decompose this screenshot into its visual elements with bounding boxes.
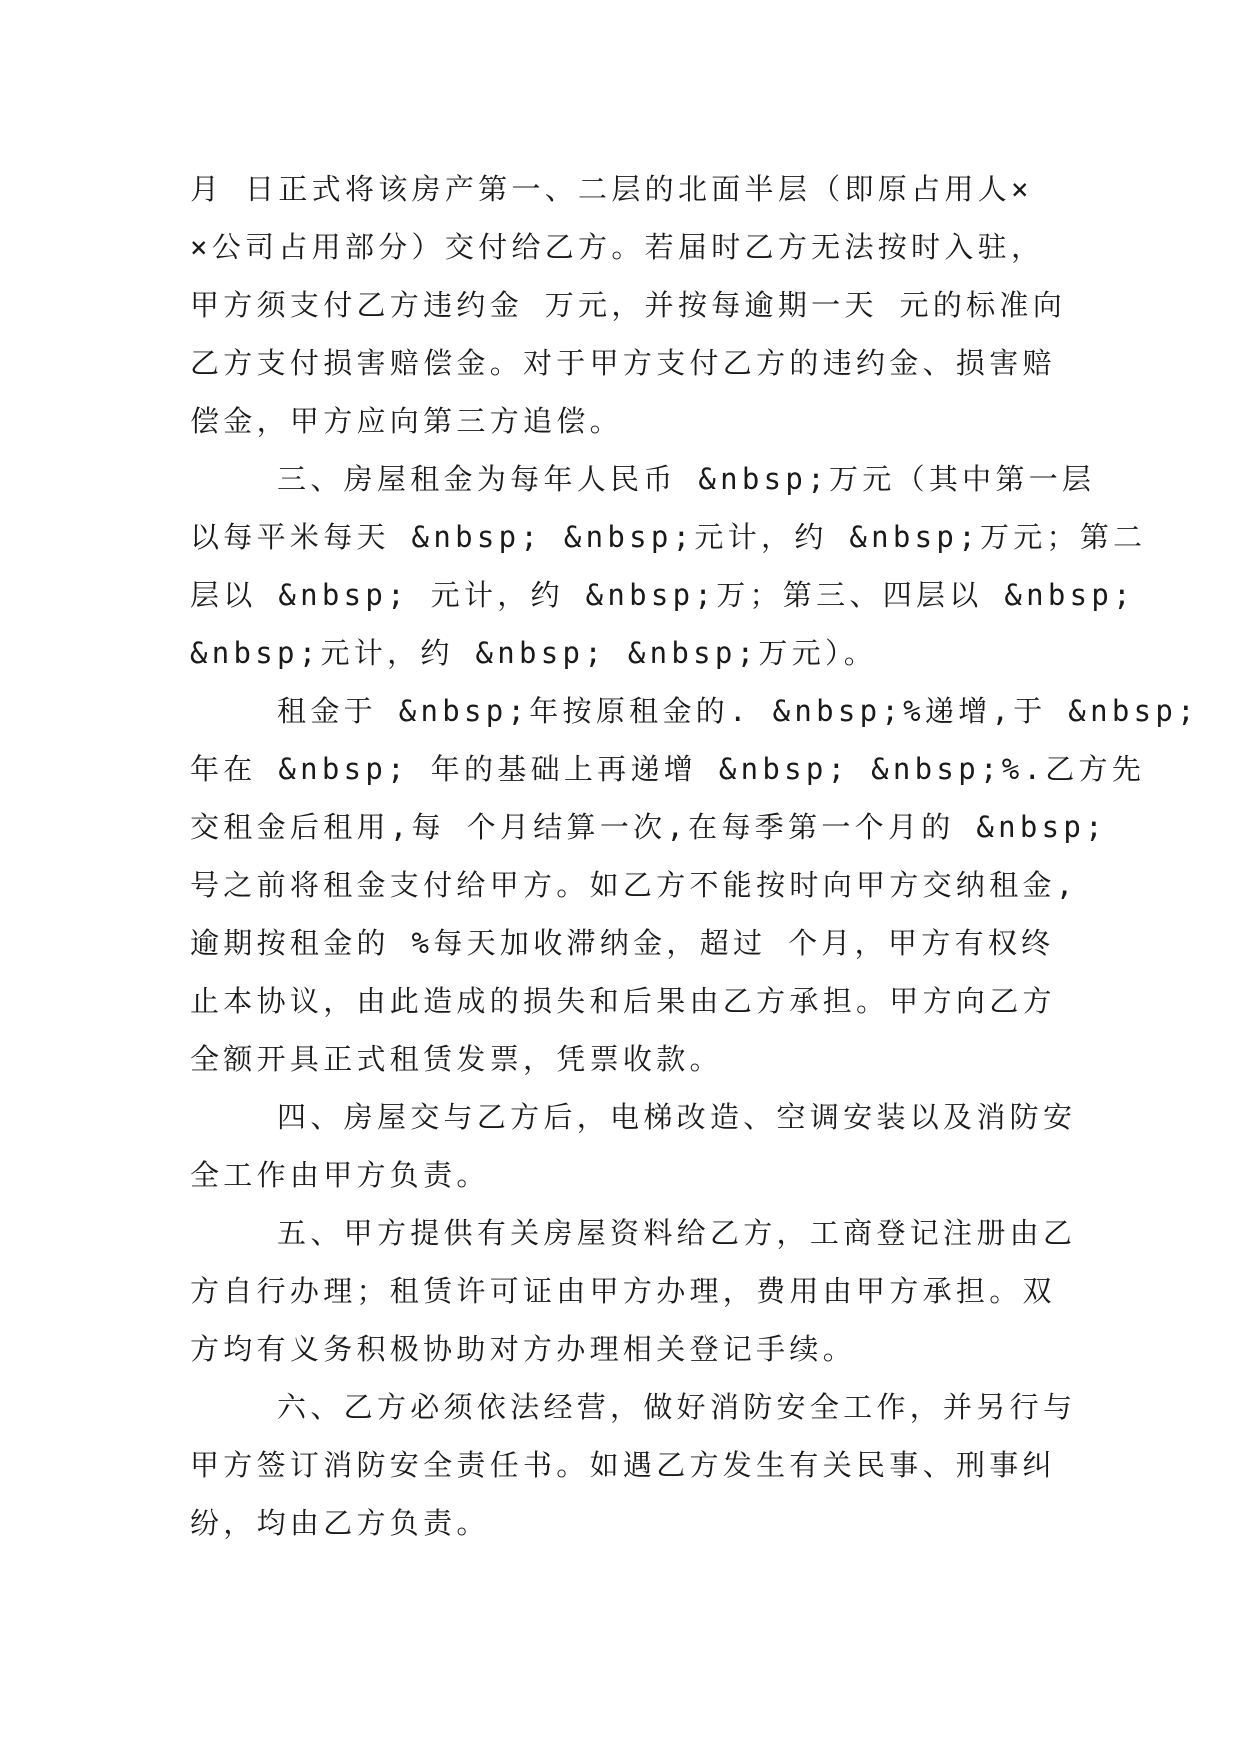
text-line: 偿金，甲方应向第三方追偿。 [190,404,623,438]
text-line: 层以 &nbsp; 元计，约 &nbsp;万；第三、四层以 &nbsp; [190,578,1135,612]
text-line: 全额开具正式租赁发票，凭票收款。 [190,1042,723,1076]
text-line: 三、房屋租金为每年人民币 &nbsp;万元（其中第一层 [190,462,1096,496]
text-line: 租金于 &nbsp;年按原租金的. &nbsp;%递增,于 &nbsp; [190,694,1199,728]
text-line: 月 日正式将该房产第一、二层的北面半层（即原占用人× [190,172,1033,206]
text-line: 交租金后租用,每 个月结算一次,在每季第一个月的 &nbsp; [190,810,1107,844]
text-line: 六、乙方必须依法经营，做好消防安全工作，并另行与 [190,1390,1077,1424]
text-line: 逾期按租金的 %每天加收滞纳金，超过 个月，甲方有权终 [190,926,1055,960]
text-line: 年在 &nbsp; 年的基础上再递增 &nbsp; &nbsp;%.乙方先 [190,752,1146,786]
text-line: 止本协议，由此造成的损失和后果由乙方承担。甲方向乙方 [190,984,1056,1018]
text-line: 乙方支付损害赔偿金。对于甲方支付乙方的违约金、损害赔 [190,346,1056,380]
text-line: 纷，均由乙方负责。 [190,1506,490,1540]
text-line: 以每平米每天 &nbsp; &nbsp;元计，约 &nbsp;万元；第二 [190,520,1147,554]
text-line: 四、房屋交与乙方后，电梯改造、空调安装以及消防安 [190,1100,1077,1134]
text-line: ×公司占用部分）交付给乙方。若届时乙方无法按时入驻， [190,230,1045,264]
text-line: 全工作由甲方负责。 [190,1158,490,1192]
text-line: 方均有义务积极协助对方办理相关登记手续。 [190,1332,857,1366]
document-body [190,160,1199,1552]
text-line: 甲方签订消防安全责任书。如遇乙方发生有关民事、刑事纠 [190,1448,1056,1482]
text-line: 号之前将租金支付给甲方。如乙方不能按时向甲方交纳租金, [190,868,1078,902]
text-line: 方自行办理；租赁许可证由甲方办理，费用由甲方承担。双 [190,1274,1056,1308]
text-line: 五、甲方提供有关房屋资料给乙方，工商登记注册由乙 [190,1216,1077,1250]
text-line: 甲方须支付乙方违约金 万元，并按每逾期一天 元的标准向 [190,288,1067,322]
text-line: &nbsp;元计，约 &nbsp; &nbsp;万元）。 [190,636,878,670]
